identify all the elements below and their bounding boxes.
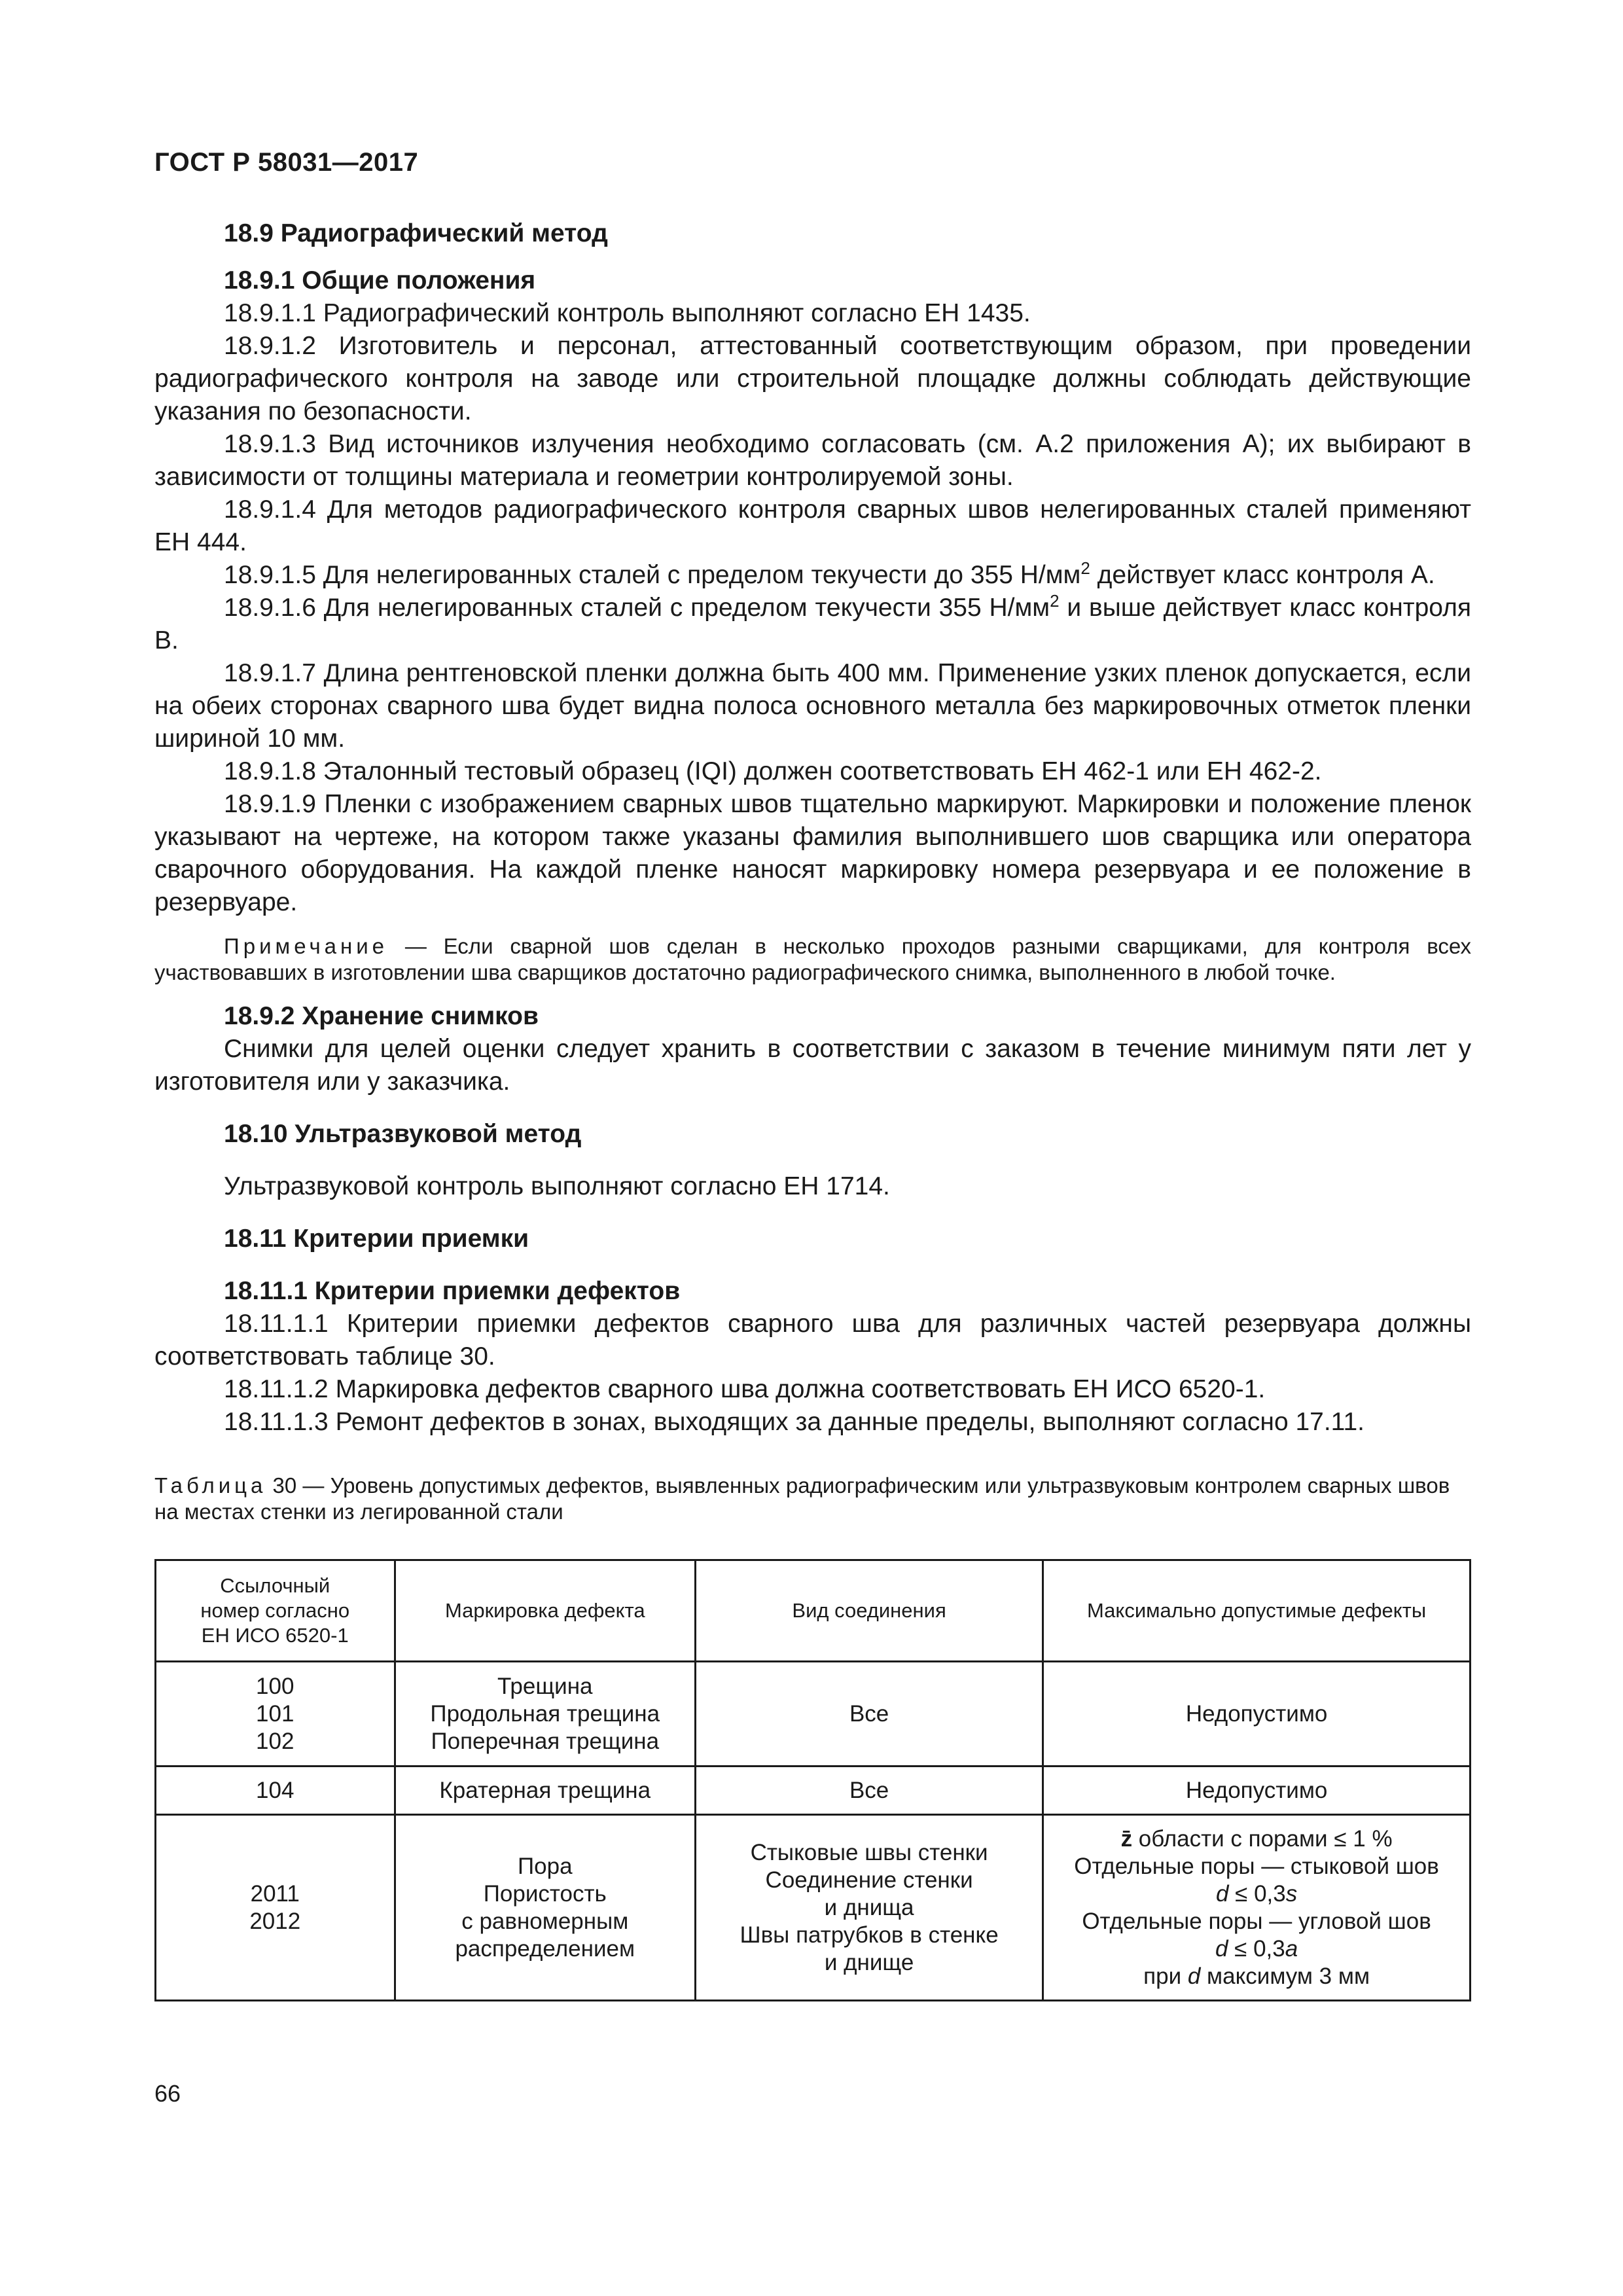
- table-row: [156, 1662, 1471, 1767]
- paragraph-18-9-1-4: 18.9.1.4 Для методов радиографического контроля сварных швов нелегированных сталей применяют ЕН 444.: [154, 495, 1471, 556]
- cell-marking: Кратерная трещина: [395, 1767, 696, 1815]
- cell-ref: 100 101 102: [156, 1662, 395, 1767]
- column-header-marking: Маркировка дефекта: [395, 1560, 696, 1662]
- page-number: 66: [154, 2080, 181, 2107]
- paragraph-18-11-1-2: 18.11.1.2 Маркировка дефектов сварного шва должна соответствовать ЕН ИСО 6520-1.: [224, 1375, 1266, 1403]
- paragraph-18-9-1-9: 18.9.1.9 Пленки с изображением сварных швов тщательно маркируют. Маркировки и положение пленок указывают на чертеже, на котором также указаны фамилия выполнившего шов сварщика или оператора сварочного оборудования. На каждой пленке наносят маркировку номера резервуара и ее положение в резервуаре.: [154, 790, 1471, 916]
- column-header-joint: Вид соединения: [696, 1560, 1043, 1662]
- page-content: [154, 217, 1471, 2001]
- cell-marking: Пора Пористость с равномерным распределением: [395, 1815, 696, 2001]
- cell-max: Недопустимо: [1043, 1662, 1471, 1767]
- cell-ref: 2011 2012: [156, 1815, 395, 2001]
- cell-ref: 104: [156, 1767, 395, 1815]
- paragraph-18-9-1-8: 18.9.1.8 Эталонный тестовый образец (IQI) должен соответствовать ЕН 462-1 или ЕН 462-2.: [224, 757, 1322, 785]
- paragraph-18-9-1-6: 18.9.1.6 Для нелегированных сталей с пределом текучести 355 $Н/мм^2$ и выше действует класс контроля В.: [154, 591, 1471, 655]
- defects-table: [154, 1559, 1471, 2001]
- cell-joint: Стыковые швы стенки Соединение стенки и днища Швы патрубков в стенке и днище: [696, 1815, 1043, 2001]
- paragraph-18-9-1-5: 18.9.1.5 Для нелегированных сталей с пределом текучести до 355 $Н/мм^2$ действует класс контроля А.: [224, 558, 1435, 589]
- note: Примечание — Если сварной шов сделан в несколько проходов разными сварщиками, для контроля всех участвовавших в изготовлении шва сварщиков достаточно радиографического снимка, выполненного в любой точке.: [154, 934, 1471, 984]
- paragraph-18-11-1-1: 18.11.1.1 Критерии приемки дефектов сварного шва для различных частей резервуара должны соответствовать таблице 30.: [154, 1310, 1471, 1371]
- paragraph-18-9-2: Снимки для целей оценки следует хранить в соответствии с заказом в течение минимум пяти лет у изготовителя или у заказчика.: [154, 1035, 1471, 1096]
- paragraph-18-9-1-3: 18.9.1.3 Вид источников излучения необходимо согласовать (см. А.2 приложения А); их выбирают в зависимости от толщины материала и геометрии контролируемой зоны.: [154, 430, 1471, 491]
- paragraph-18-11-1-3: 18.11.1.3 Ремонт дефектов в зонах, выходящих за данные пределы, выполняют согласно 17.11.: [224, 1408, 1365, 1436]
- paragraph-18-9-1-1: 18.9.1.1 Радиографический контроль выполняют согласно ЕН 1435.: [224, 299, 1031, 327]
- table-header-row: [156, 1560, 1471, 1662]
- table-row: [156, 1767, 1471, 1815]
- standard-header: ГОСТ Р 58031—2017: [154, 148, 419, 177]
- table-caption: Таблица 30 — Уровень допустимых дефектов, выявленных радиографическим или ультразвуковым контролем сварных швов на местах стенки из легированной стали: [154, 1473, 1450, 1524]
- subsection-heading-18-9-2: 18.9.2 Хранение снимков: [224, 1002, 539, 1030]
- section-heading-18-11: 18.11 Критерии приемки: [224, 1225, 529, 1253]
- cell-max: z̄ области с порами ≤ 1 % Отдельные поры — стыковой шов d ≤ 0,3s Отдельные поры — угловой шов d ≤ 0,3a при d максимум 3 мм: [1043, 1815, 1471, 2001]
- subsection-heading-18-11-1: 18.11.1 Критерии приемки дефектов: [224, 1277, 681, 1305]
- subsection-heading-18-9-1: 18.9.1 Общие положения: [224, 266, 536, 295]
- paragraph-18-10: Ультразвуковой контроль выполняют согласно ЕН 1714.: [224, 1172, 890, 1200]
- section-heading-18-9: 18.9 Радиографический метод: [224, 219, 608, 247]
- cell-joint: Все: [696, 1767, 1043, 1815]
- column-header-ref: Ссылочный номер согласно ЕН ИСО 6520-1: [156, 1560, 395, 1662]
- cell-max: Недопустимо: [1043, 1767, 1471, 1815]
- cell-marking: Трещина Продольная трещина Поперечная трещина: [395, 1662, 696, 1767]
- cell-joint: Все: [696, 1662, 1043, 1767]
- paragraph-18-9-1-7: 18.9.1.7 Длина рентгеновской пленки должна быть 400 мм. Применение узких пленок допускается, если на обеих сторонах сварного шва будет видна полоса основного металла без маркировочных отметок пленки шириной 10 мм.: [154, 659, 1471, 753]
- section-heading-18-10: 18.10 Ультразвуковой метод: [224, 1120, 582, 1148]
- table-row: [156, 1815, 1471, 2001]
- column-header-max: Максимально допустимые дефекты: [1043, 1560, 1471, 1662]
- paragraph-18-9-1-2: 18.9.1.2 Изготовитель и персонал, аттестованный соответствующим образом, при проведении радиографического контроля на заводе или строительной площадке должны соблюдать действующие указания по безопасности.: [154, 332, 1471, 425]
